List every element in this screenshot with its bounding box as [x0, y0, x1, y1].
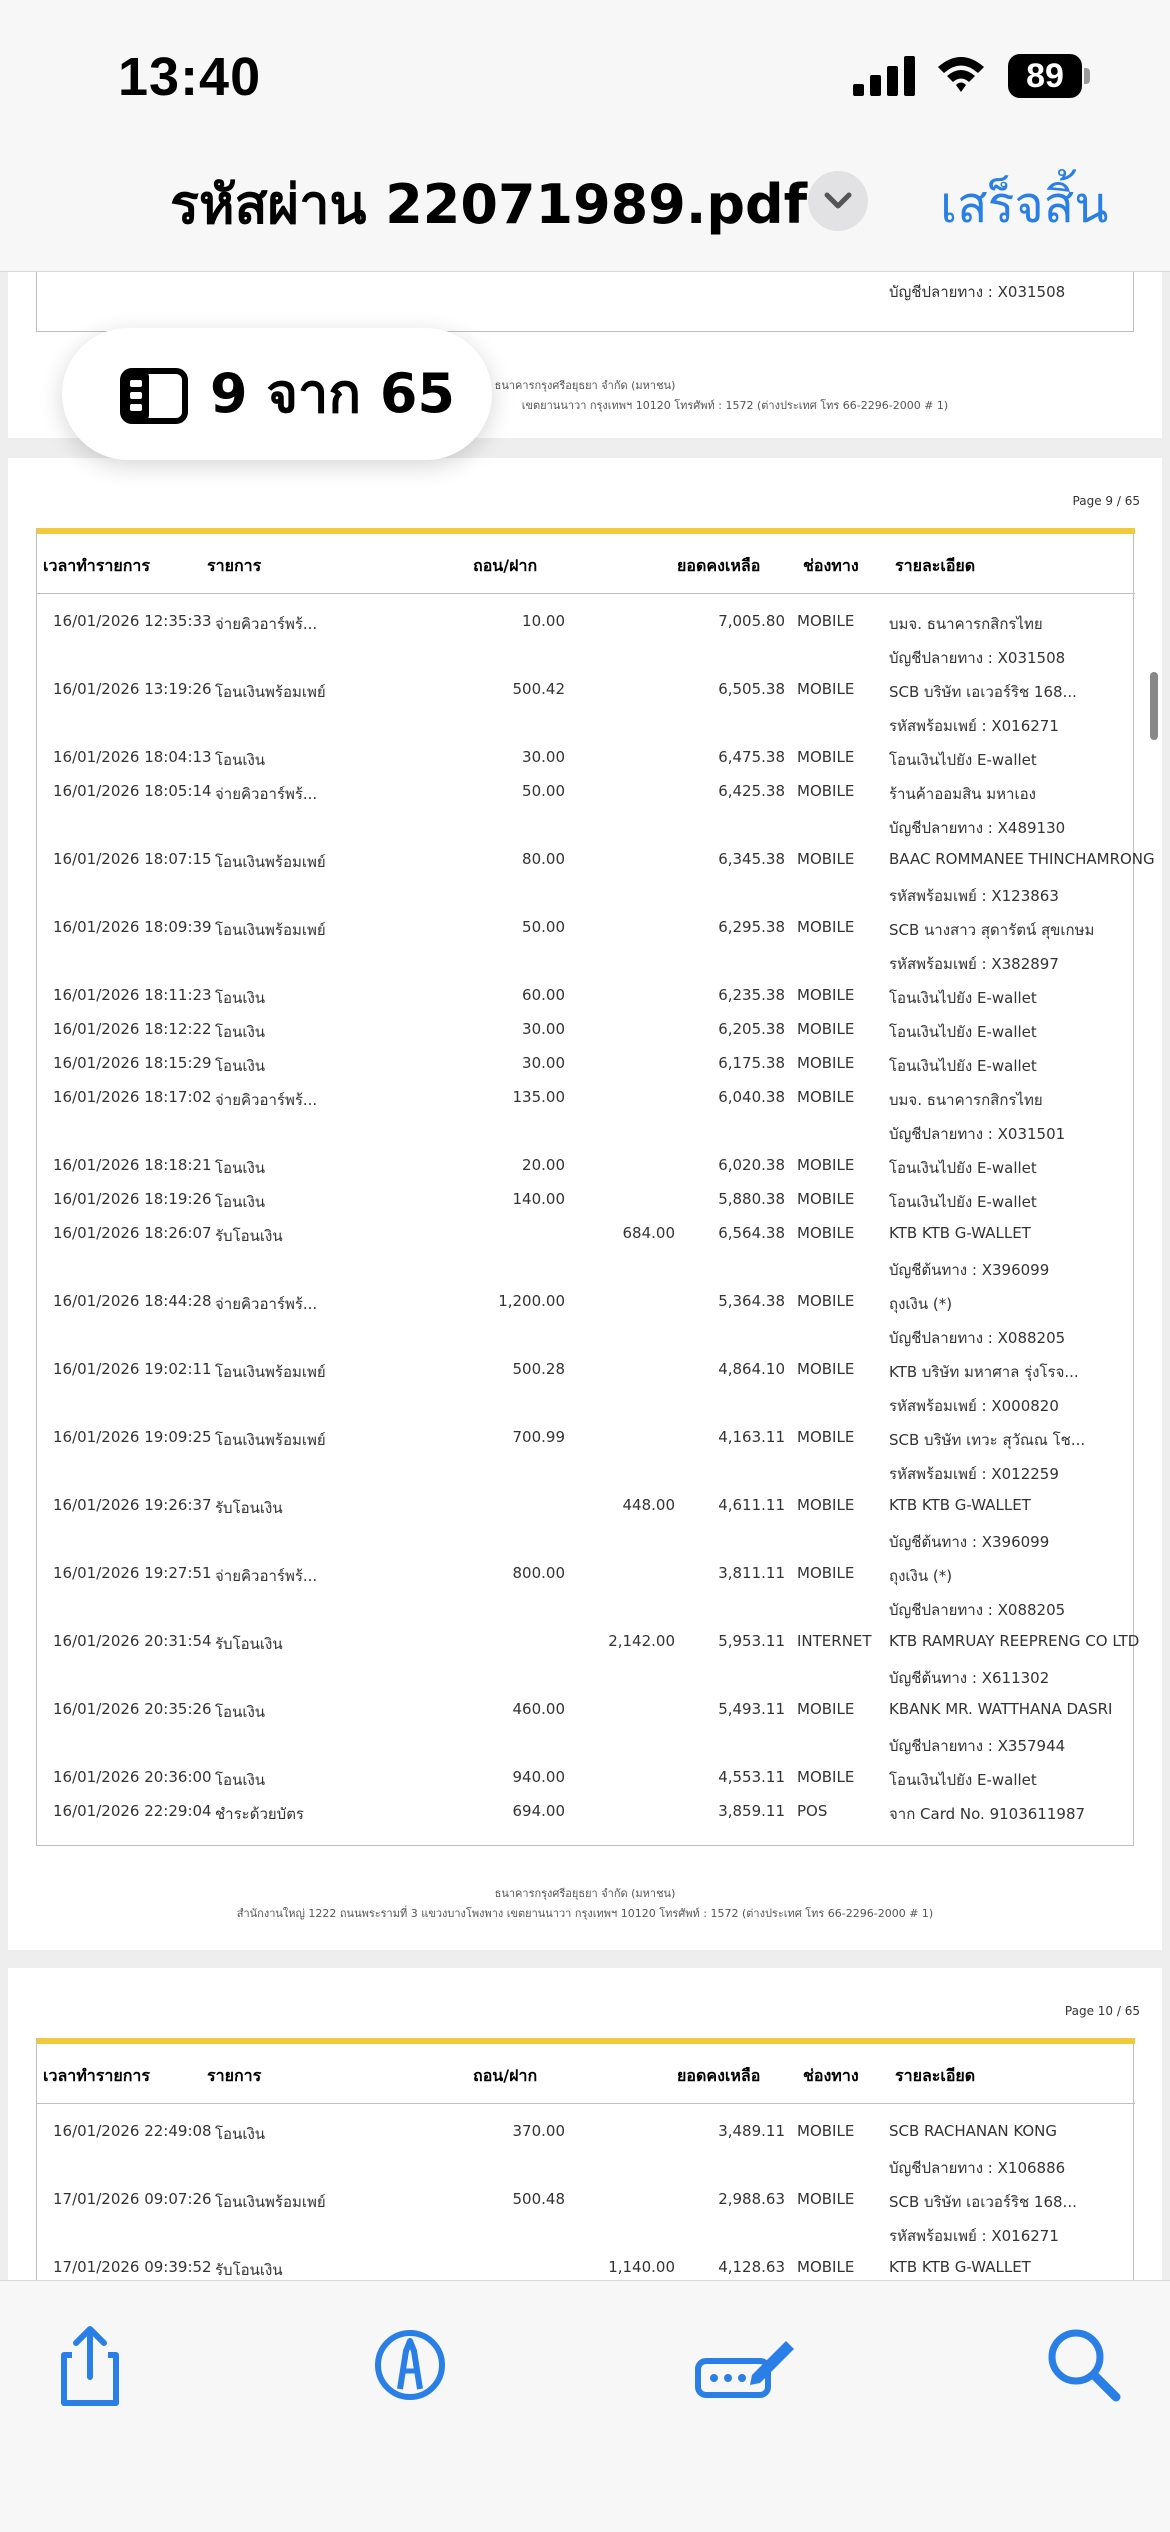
detail-cell: KTB RAMRUAY REEPRENG CO LTD [889, 1632, 1140, 1650]
withdraw-cell: 30.00 [522, 1054, 565, 1072]
date-cell: 16/01/2026 18:04:13 [53, 748, 212, 766]
detail-subline: บัญชีปลายทาง : X031508 [889, 649, 1066, 667]
type-cell: โอนเงิน [215, 989, 266, 1007]
type-cell: โอนเงินพร้อมเพย์ [215, 921, 326, 939]
table-header [37, 2038, 1135, 2104]
title-bar [0, 150, 1170, 272]
date-cell: 16/01/2026 20:36:00 [53, 1768, 212, 1786]
balance-cell: 6,175.38 [718, 1054, 785, 1072]
header-amount: ถอน/ฝาก [473, 2066, 538, 2085]
detail-cell: KTB KTB G-WALLET [889, 1496, 1031, 1514]
withdraw-cell: 500.42 [512, 680, 565, 698]
balance-cell: 5,493.11 [718, 1700, 785, 1718]
scrollbar[interactable] [1150, 672, 1158, 740]
balance-cell: 6,505.38 [718, 680, 785, 698]
header-balance: ยอดคงเหลือ [677, 556, 761, 575]
detail-subline: บัญชีปลายทาง : X088205 [889, 1329, 1066, 1347]
document-title[interactable]: รหัสผ่าน 22071989.pdf [170, 173, 808, 236]
date-cell: 16/01/2026 19:26:37 [53, 1496, 212, 1514]
date-cell: 16/01/2026 19:27:51 [53, 1564, 212, 1582]
detail-cell: ถุงเงิน (*) [889, 1567, 953, 1585]
channel-cell: POS [797, 1802, 828, 1820]
markup-pen-icon [362, 2317, 458, 2413]
detail-cell: บัญชีปลายทาง : X031508 [889, 283, 1066, 301]
balance-cell: 6,020.38 [718, 1156, 785, 1174]
date-cell: 16/01/2026 12:35:33 [53, 612, 212, 630]
transactions-table [36, 528, 1155, 1846]
detail-cell: โอนเงินไปยัง E-wallet [889, 1159, 1037, 1177]
channel-cell: MOBILE [797, 2122, 855, 2140]
withdraw-cell: 10.00 [522, 612, 565, 630]
page-indicator-label: 9 จาก 65 [210, 362, 455, 425]
header-detail: รายละเอียด [895, 2066, 976, 2085]
date-cell: 16/01/2026 19:09:25 [53, 1428, 212, 1446]
withdraw-cell: 700.99 [512, 1428, 565, 1446]
withdraw-cell: 50.00 [522, 782, 565, 800]
detail-subline: บัญชีปลายทาง : X489130 [889, 819, 1066, 837]
balance-cell: 6,345.38 [718, 850, 785, 868]
balance-cell: 4,611.11 [718, 1496, 785, 1514]
date-cell: 16/01/2026 13:19:26 [53, 680, 212, 698]
battery-level: 89 [1008, 54, 1082, 98]
signal-icon [853, 56, 915, 96]
balance-cell: 4,128.63 [718, 2258, 785, 2276]
deposit-cell: 2,142.00 [608, 1632, 675, 1650]
detail-cell: โอนเงินไปยัง E-wallet [889, 751, 1037, 769]
detail-cell: SCB บริษัท เอเวอร์ริช 168... [889, 2193, 1077, 2211]
page-footer-line1: ธนาคารกรุงศรีอยุธยา จำกัด (มหาชน) [494, 1887, 676, 1900]
page-footer-line1: ธนาคารกรุงศรีอยุธยา จำกัด (มหาชน) [494, 379, 676, 392]
type-cell: โอนเงิน [215, 1771, 266, 1789]
header-date: เวลาทำรายการ [43, 556, 150, 575]
type-cell: โอนเงิน [215, 2125, 266, 2143]
channel-cell: MOBILE [797, 1768, 855, 1786]
detail-subline: รหัสพร้อมเพย์ : X016271 [889, 717, 1059, 735]
withdraw-cell: 50.00 [522, 918, 565, 936]
balance-cell: 2,988.63 [718, 2190, 785, 2208]
search-icon [1036, 2317, 1132, 2413]
page-indicator[interactable] [62, 328, 492, 460]
withdraw-cell: 30.00 [522, 1020, 565, 1038]
battery-indicator [1008, 54, 1090, 98]
deposit-cell: 1,140.00 [608, 2258, 675, 2276]
page-footer-line2: เขตยานนาวา กรุงเทพฯ 10120 โทรศัพท์ : 1572 (ต่างประเทศ โทร 66-2296-2000 # 1) [521, 399, 949, 412]
balance-cell: 6,235.38 [718, 986, 785, 1004]
detail-subline: บัญชีต้นทาง : X396099 [889, 1533, 1050, 1551]
withdraw-cell: 140.00 [512, 1190, 565, 1208]
table-header [37, 528, 1135, 594]
detail-cell: BAAC ROMMANEE THINCHAMRONG [889, 850, 1155, 868]
detail-cell: KTB KTB G-WALLET [889, 1224, 1031, 1242]
date-cell: 16/01/2026 19:02:11 [53, 1360, 212, 1378]
channel-cell: MOBILE [797, 2258, 855, 2276]
detail-cell: บมจ. ธนาคารกสิกรไทย [889, 615, 1043, 633]
type-cell: รับโอนเงิน [215, 1499, 283, 1517]
type-cell: โอนเงินพร้อมเพย์ [215, 683, 326, 701]
type-cell: รับโอนเงิน [215, 1227, 283, 1245]
status-time: 13:40 [118, 47, 262, 107]
done-button[interactable]: เสร็จสิ้น [940, 176, 1109, 234]
detail-subline: บัญชีต้นทาง : X611302 [889, 1669, 1050, 1687]
date-cell: 16/01/2026 20:31:54 [53, 1632, 212, 1650]
pdf-page-10 [8, 1968, 1162, 2280]
channel-cell: MOBILE [797, 1700, 855, 1718]
detail-cell: SCB บริษัท เทวะ สุวัณณ โช... [889, 1431, 1086, 1449]
share-icon [42, 2317, 138, 2413]
type-cell: โอนเงินพร้อมเพย์ [215, 1363, 326, 1381]
date-cell: 16/01/2026 22:49:08 [53, 2122, 212, 2140]
status-bar [0, 0, 1170, 150]
header-balance: ยอดคงเหลือ [677, 2066, 761, 2085]
channel-cell: MOBILE [797, 782, 855, 800]
channel-cell: MOBILE [797, 1564, 855, 1582]
balance-cell: 6,205.38 [718, 1020, 785, 1038]
detail-subline: บัญชีปลายทาง : X088205 [889, 1601, 1066, 1619]
markup-button[interactable] [362, 2317, 458, 2413]
header-channel: ช่องทาง [803, 2066, 859, 2085]
channel-cell: MOBILE [797, 612, 855, 630]
pdf-page-9 [8, 458, 1162, 1950]
type-cell: จ่ายคิวอาร์พร้... [215, 1295, 318, 1313]
date-cell: 16/01/2026 22:29:04 [53, 1802, 212, 1820]
date-cell: 16/01/2026 20:35:26 [53, 1700, 212, 1718]
channel-cell: MOBILE [797, 1292, 855, 1310]
withdraw-cell: 940.00 [512, 1768, 565, 1786]
date-cell: 16/01/2026 18:07:15 [53, 850, 212, 868]
balance-cell: 6,040.38 [718, 1088, 785, 1106]
withdraw-cell: 370.00 [512, 2122, 565, 2140]
chevron-down-icon [823, 189, 853, 213]
transactions-table [36, 2038, 1134, 2280]
channel-cell: MOBILE [797, 1156, 855, 1174]
balance-cell: 3,489.11 [718, 2122, 785, 2140]
title-menu-button[interactable] [808, 171, 868, 231]
balance-cell: 6,425.38 [718, 782, 785, 800]
channel-cell: MOBILE [797, 1428, 855, 1446]
date-cell: 16/01/2026 18:44:28 [53, 1292, 212, 1310]
header-type: รายการ [207, 2066, 262, 2085]
channel-cell: MOBILE [797, 2190, 855, 2208]
search-button[interactable] [1036, 2317, 1132, 2413]
header-detail: รายละเอียด [895, 556, 976, 575]
sidebar-thumbnails-icon [120, 368, 188, 424]
detail-subline: รหัสพร้อมเพย์ : X123863 [889, 887, 1059, 905]
deposit-cell: 684.00 [622, 1224, 675, 1242]
type-cell: โอนเงิน [215, 1023, 266, 1041]
channel-cell: MOBILE [797, 1020, 855, 1038]
date-cell: 16/01/2026 18:05:14 [53, 782, 212, 800]
detail-cell: SCB RACHANAN KONG [889, 2122, 1058, 2140]
detail-cell: SCB นางสาว สุดารัตน์ สุขเกษม [889, 921, 1095, 939]
detail-subline: รหัสพร้อมเพย์ : X382897 [889, 955, 1059, 973]
balance-cell: 4,163.11 [718, 1428, 785, 1446]
detail-cell: KTB บริษัท มหาศาล รุ่งโรจ... [889, 1363, 1079, 1381]
date-cell: 16/01/2026 18:19:26 [53, 1190, 212, 1208]
channel-cell: INTERNET [797, 1632, 872, 1650]
detail-cell: โอนเงินไปยัง E-wallet [889, 1057, 1037, 1075]
balance-cell: 5,880.38 [718, 1190, 785, 1208]
withdraw-cell: 60.00 [522, 986, 565, 1004]
type-cell: โอนเงิน [215, 1703, 266, 1721]
balance-cell: 4,553.11 [718, 1768, 785, 1786]
detail-cell: KTB KTB G-WALLET [889, 2258, 1031, 2276]
channel-cell: MOBILE [797, 680, 855, 698]
header-channel: ช่องทาง [803, 556, 859, 575]
detail-cell: SCB บริษัท เอเวอร์ริช 168... [889, 683, 1077, 701]
channel-cell: MOBILE [797, 1496, 855, 1514]
header-amount: ถอน/ฝาก [473, 556, 538, 575]
balance-cell: 3,811.11 [718, 1564, 785, 1582]
header-type: รายการ [207, 556, 262, 575]
withdraw-cell: 1,200.00 [498, 1292, 565, 1310]
withdraw-cell: 135.00 [512, 1088, 565, 1106]
date-cell: 16/01/2026 18:15:29 [53, 1054, 212, 1072]
channel-cell: MOBILE [797, 986, 855, 1004]
balance-cell: 6,475.38 [718, 748, 785, 766]
channel-cell: MOBILE [797, 748, 855, 766]
bottom-toolbar [0, 2280, 1170, 2532]
date-cell: 17/01/2026 09:39:52 [53, 2258, 212, 2276]
detail-subline: บัญชีปลายทาง : X357944 [889, 1737, 1066, 1755]
page-number: Page 10 / 65 [1064, 2004, 1140, 2018]
type-cell: รับโอนเงิน [215, 1635, 283, 1653]
channel-cell: MOBILE [797, 1224, 855, 1242]
page-footer-line2: สำนักงานใหญ่ 1222 ถนนพระรามที่ 3 แขวงบางโพงพาง เขตยานนาวา กรุงเทพฯ 10120 โทรศัพท์ : 1572 (ต่างประเทศ โทร 66-2296-2000 # 1) [236, 1907, 934, 1920]
table-box [36, 272, 1134, 332]
balance-cell: 5,364.38 [718, 1292, 785, 1310]
header-date: เวลาทำรายการ [43, 2066, 150, 2085]
type-cell: จ่ายคิวอาร์พร้... [215, 1567, 318, 1585]
detail-cell: โอนเงินไปยัง E-wallet [889, 1193, 1037, 1211]
document-viewer[interactable] [0, 272, 1170, 2280]
withdraw-cell: 694.00 [512, 1802, 565, 1820]
withdraw-cell: 20.00 [522, 1156, 565, 1174]
fill-and-sign-button[interactable] [690, 2317, 800, 2413]
date-cell: 16/01/2026 18:09:39 [53, 918, 212, 936]
type-cell: ชำระด้วยบัตร [215, 1805, 304, 1823]
type-cell: โอนเงิน [215, 751, 266, 769]
type-cell: จ่ายคิวอาร์พร้... [215, 615, 318, 633]
channel-cell: MOBILE [797, 1054, 855, 1072]
channel-cell: MOBILE [797, 1360, 855, 1378]
type-cell: รับโอนเงิน [215, 2261, 283, 2279]
date-cell: 16/01/2026 18:18:21 [53, 1156, 212, 1174]
detail-subline: บัญชีปลายทาง : X031501 [889, 1125, 1066, 1143]
balance-cell: 5,953.11 [718, 1632, 785, 1650]
withdraw-cell: 80.00 [522, 850, 565, 868]
withdraw-cell: 500.48 [512, 2190, 565, 2208]
balance-cell: 7,005.80 [718, 612, 785, 630]
channel-cell: MOBILE [797, 1190, 855, 1208]
channel-cell: MOBILE [797, 850, 855, 868]
detail-cell: โอนเงินไปยัง E-wallet [889, 1771, 1037, 1789]
detail-subline: บัญชีปลายทาง : X106886 [889, 2159, 1066, 2177]
balance-cell: 6,295.38 [718, 918, 785, 936]
detail-cell: KBANK MR. WATTHANA DASRI [889, 1700, 1113, 1718]
type-cell: โอนเงินพร้อมเพย์ [215, 1431, 326, 1449]
channel-cell: MOBILE [797, 918, 855, 936]
type-cell: โอนเงินพร้อมเพย์ [215, 2193, 326, 2211]
detail-cell: จาก Card No. 9103611987 [889, 1805, 1086, 1823]
detail-cell: โอนเงินไปยัง E-wallet [889, 1023, 1037, 1041]
type-cell: โอนเงิน [215, 1159, 266, 1177]
type-cell: โอนเงิน [215, 1193, 266, 1211]
withdraw-cell: 460.00 [512, 1700, 565, 1718]
date-cell: 17/01/2026 09:07:26 [53, 2190, 212, 2208]
date-cell: 16/01/2026 18:17:02 [53, 1088, 212, 1106]
balance-cell: 3,859.11 [718, 1802, 785, 1820]
detail-subline: รหัสพร้อมเพย์ : X016271 [889, 2227, 1059, 2245]
detail-subline: บัญชีต้นทาง : X396099 [889, 1261, 1050, 1279]
deposit-cell: 448.00 [622, 1496, 675, 1514]
balance-cell: 6,564.38 [718, 1224, 785, 1242]
type-cell: โอนเงินพร้อมเพย์ [215, 853, 326, 871]
withdraw-cell: 30.00 [522, 748, 565, 766]
date-cell: 16/01/2026 18:26:07 [53, 1224, 212, 1242]
fill-and-sign-icon [690, 2317, 800, 2413]
detail-subline: รหัสพร้อมเพย์ : X000820 [889, 1397, 1059, 1415]
withdraw-cell: 500.28 [512, 1360, 565, 1378]
detail-cell: โอนเงินไปยัง E-wallet [889, 989, 1037, 1007]
wifi-icon [936, 52, 986, 96]
type-cell: จ่ายคิวอาร์พร้... [215, 785, 318, 803]
date-cell: 16/01/2026 18:11:23 [53, 986, 212, 1004]
withdraw-cell: 800.00 [512, 1564, 565, 1582]
detail-subline: รหัสพร้อมเพย์ : X012259 [889, 1465, 1059, 1483]
channel-cell: MOBILE [797, 1088, 855, 1106]
page-number: Page 9 / 65 [1072, 494, 1140, 508]
date-cell: 16/01/2026 18:12:22 [53, 1020, 212, 1038]
balance-cell: 4,864.10 [718, 1360, 785, 1378]
type-cell: โอนเงิน [215, 1057, 266, 1075]
share-button[interactable] [42, 2317, 138, 2413]
detail-cell: บมจ. ธนาคารกสิกรไทย [889, 1091, 1043, 1109]
type-cell: จ่ายคิวอาร์พร้... [215, 1091, 318, 1109]
detail-cell: ถุงเงิน (*) [889, 1295, 953, 1313]
detail-cell: ร้านค้าออมสิน มหาเอง [889, 785, 1036, 803]
